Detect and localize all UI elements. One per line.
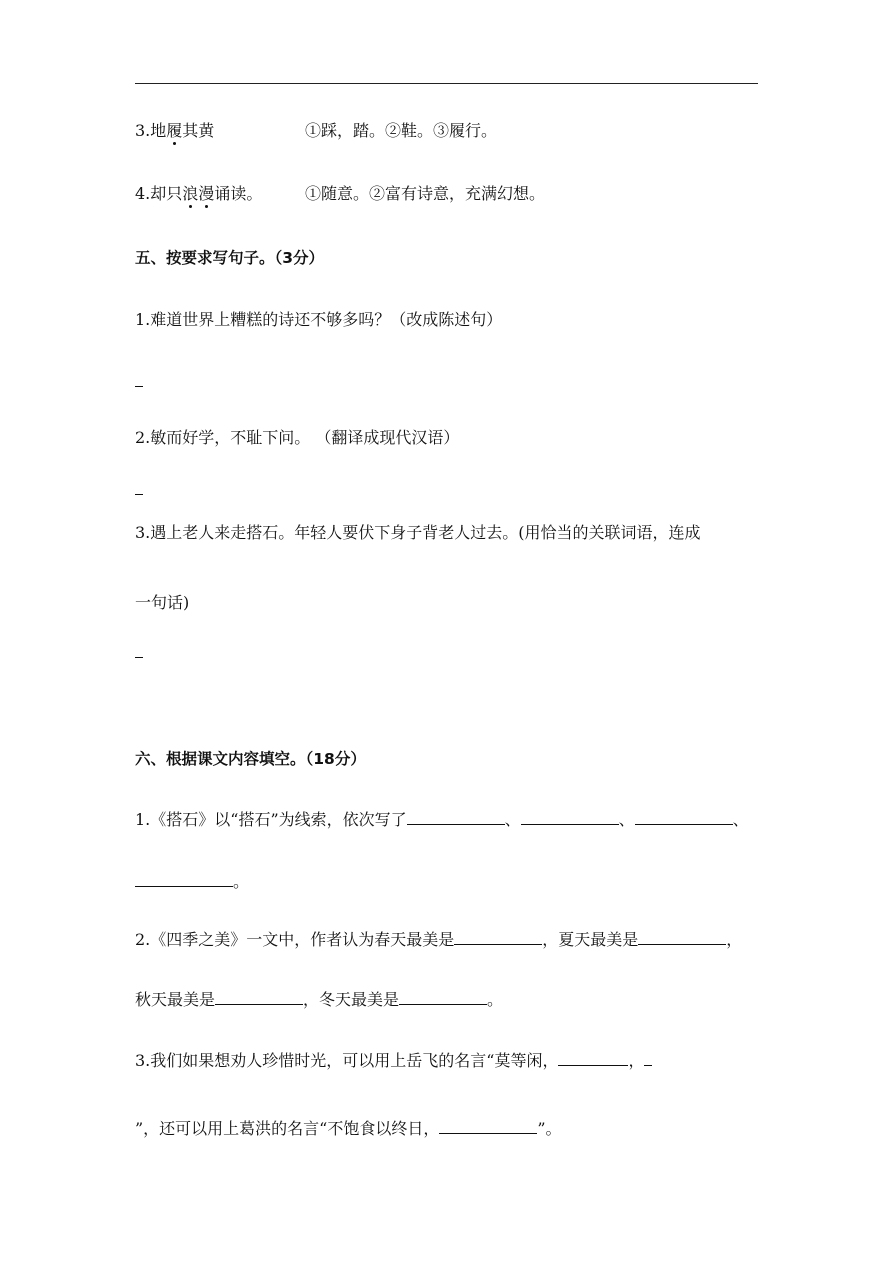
answer-line[interactable] bbox=[135, 386, 143, 387]
section-6-q3-cont: ”，还可以用上葛洪的名言“不饱食以终日， ”。 bbox=[135, 1119, 562, 1138]
fill-blank[interactable] bbox=[635, 808, 733, 825]
section-5-q3-line2: 一句话) bbox=[135, 593, 190, 612]
answer-line[interactable] bbox=[135, 657, 143, 658]
fill-blank[interactable] bbox=[644, 1049, 652, 1066]
dotted-char: 漫 bbox=[198, 184, 215, 203]
fill-blank[interactable] bbox=[454, 928, 542, 945]
section-6-q1: 1.《搭石》以“搭石”为线索，依次写了 、 、 、 bbox=[135, 810, 749, 829]
section-6-q3: 3.我们如果想劝人珍惜时光，可以用上岳飞的名言“莫等闲， ， bbox=[135, 1049, 652, 1072]
dotted-char: 浪 bbox=[182, 184, 199, 203]
vocab-row-3-options: ①踩，踏。②鞋。③履行。 bbox=[305, 121, 498, 140]
fill-blank[interactable] bbox=[638, 928, 726, 945]
fill-blank[interactable] bbox=[521, 808, 619, 825]
section-6-q2-cont: 秋天最美是 ，冬天最美是 。 bbox=[135, 990, 504, 1009]
section-5-q2: 2.敏而好学，不耻下问。 （翻译成现代汉语） bbox=[135, 428, 460, 447]
section-6-q1-cont: 。 bbox=[135, 870, 249, 893]
section-6-q2: 2.《四季之美》一文中，作者认为春天最美是 ，夏天最美是 ， bbox=[135, 930, 743, 949]
header-rule bbox=[135, 83, 758, 84]
fill-blank[interactable] bbox=[399, 988, 487, 1005]
fill-blank[interactable] bbox=[135, 870, 233, 887]
section-5-q1: 1.难道世界上糟糕的诗还不够多吗？（改成陈述句） bbox=[135, 310, 503, 329]
section-6-title: 六、根据课文内容填空。（18分） bbox=[135, 750, 366, 768]
vocab-row-3: 3.地履其黄 bbox=[135, 121, 215, 140]
fill-blank[interactable] bbox=[558, 1049, 628, 1066]
fill-blank[interactable] bbox=[407, 808, 505, 825]
vocab-row-4-options: ①随意。②富有诗意，充满幻想。 bbox=[305, 184, 546, 203]
section-5-title: 五、按要求写句子。（3分） bbox=[135, 249, 325, 267]
fill-blank[interactable] bbox=[439, 1117, 537, 1134]
vocab-row-4: 4.却只浪漫诵读。 bbox=[135, 184, 263, 203]
section-5-q3-line1: 3.遇上老人来走搭石。年轻人要伏下身子背老人过去。(用恰当的关联词语，连成 bbox=[135, 523, 701, 542]
fill-blank[interactable] bbox=[215, 988, 303, 1005]
answer-line[interactable] bbox=[135, 494, 143, 495]
dotted-char: 履 bbox=[166, 121, 183, 140]
